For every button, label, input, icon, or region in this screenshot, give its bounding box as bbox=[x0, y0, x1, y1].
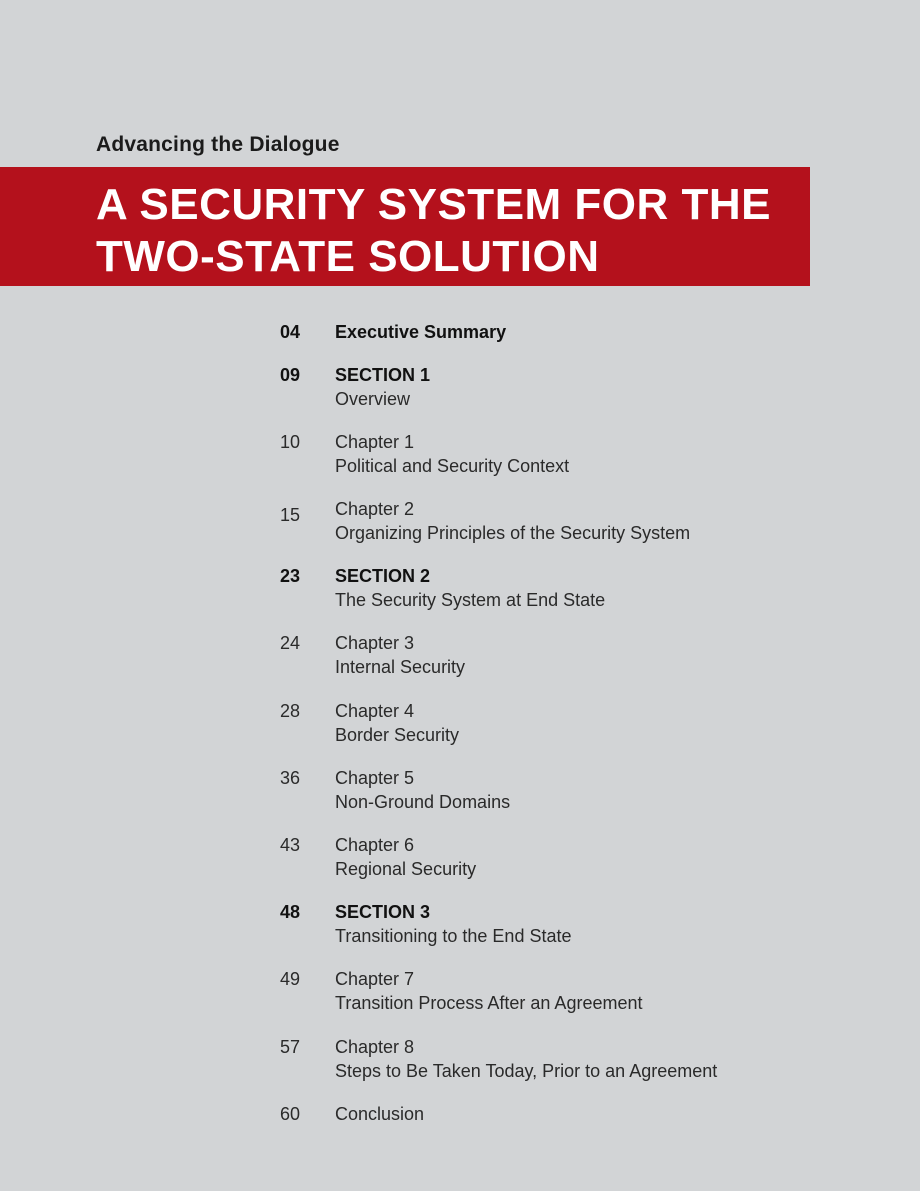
toc-subtitle: Transition Process After an Agreement bbox=[335, 993, 643, 1013]
toc-subtitle: Non-Ground Domains bbox=[335, 792, 511, 812]
toc-page-number: 10 bbox=[280, 432, 301, 452]
toc-subtitle: Overview bbox=[335, 389, 411, 409]
toc-page-number: 23 bbox=[280, 566, 301, 586]
toc-heading: SECTION 3 bbox=[335, 902, 431, 922]
toc-heading: Chapter 7 bbox=[335, 969, 415, 989]
toc-subtitle: Transitioning to the End State bbox=[335, 926, 572, 946]
toc-heading: Chapter 5 bbox=[335, 768, 415, 788]
toc-subtitle: Internal Security bbox=[335, 657, 466, 677]
toc-heading: Chapter 8 bbox=[335, 1037, 415, 1057]
toc-page-number: 24 bbox=[280, 633, 301, 653]
toc-page-number: 15 bbox=[280, 505, 301, 525]
toc-page-number: 36 bbox=[280, 768, 301, 788]
toc-page-number: 43 bbox=[280, 835, 301, 855]
toc-page-number: 57 bbox=[280, 1037, 301, 1057]
toc-subtitle: Political and Security Context bbox=[335, 456, 570, 476]
toc-page-number: 28 bbox=[280, 701, 301, 721]
title-line-2: TWO-STATE SOLUTION bbox=[96, 232, 600, 281]
toc-subtitle: The Security System at End State bbox=[335, 590, 606, 610]
toc-heading: Conclusion bbox=[335, 1104, 425, 1124]
toc-heading: Chapter 1 bbox=[335, 432, 415, 452]
toc-heading: Chapter 6 bbox=[335, 835, 415, 855]
toc-heading: Executive Summary bbox=[335, 322, 507, 342]
toc-heading: Chapter 4 bbox=[335, 701, 415, 721]
publication-kicker: Advancing the Dialogue bbox=[96, 133, 340, 156]
toc-page-number: 60 bbox=[280, 1104, 301, 1124]
toc-page-number: 48 bbox=[280, 902, 301, 922]
toc-page-number: 09 bbox=[280, 365, 301, 385]
toc-heading: Chapter 3 bbox=[335, 633, 415, 653]
toc-heading: SECTION 2 bbox=[335, 566, 431, 586]
toc-subtitle: Regional Security bbox=[335, 859, 477, 879]
title-line-1: A SECURITY SYSTEM FOR THE bbox=[96, 180, 772, 229]
toc-page-number: 04 bbox=[280, 322, 301, 342]
toc-heading: SECTION 1 bbox=[335, 365, 431, 385]
toc-subtitle: Steps to Be Taken Today, Prior to an Agreement bbox=[335, 1061, 718, 1081]
title-band bbox=[0, 167, 810, 286]
toc-subtitle: Border Security bbox=[335, 725, 460, 745]
toc-page-number: 49 bbox=[280, 969, 301, 989]
toc-subtitle: Organizing Principles of the Security System bbox=[335, 523, 691, 543]
toc-heading: Chapter 2 bbox=[335, 499, 415, 519]
